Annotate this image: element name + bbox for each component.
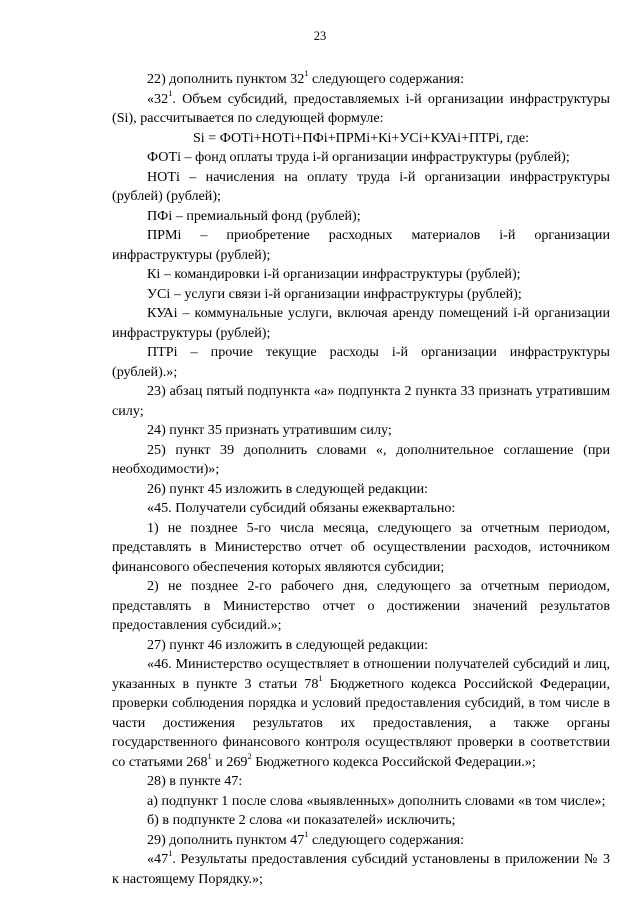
paragraph-item-28-a: а) подпункт 1 после слова «выявленных» дополнить словами «в том числе»; (147, 792, 606, 809)
paragraph-ptri: ПТРi – прочие текущие расходы i-й организации инфраструктуры (рублей).»; (112, 344, 610, 380)
paragraph-item-28: 28) в пункте 47: (147, 773, 243, 789)
paragraph-kuai: КУАi – коммунальные услуги, включая аренду помещений i-й организации инфраструктуры (рублей); (112, 305, 610, 341)
formula: Si = ФОТi+НОТi+ПФi+ПРМi+Кi+УСi+КУАi+ПТРi, где: (192, 129, 530, 146)
paragraph-item-27: 27) пункт 46 изложить в следующей редакции: (147, 636, 429, 653)
paragraph-point-46: «46. Министерство осуществляет в отношении получателей субсидий и лиц, указанных в пункте 3 статьи $78^1$ Бюджетного кодекса Российской Федерации, проверки соблюдения порядка и условий предоставления субсидий, в том числе в части достижения результатов их предоставления, а также органы государственного финансового контроля осуществляют проверки в соответствии со статьями $268^1$ и $269^2$ Бюджетного кодекса Российской Федерации.»; (112, 656, 610, 770)
paragraph-usi: УСi – услуги связи i-й организации инфраструктуры (рублей); (147, 285, 522, 302)
paragraph-foti: ФОТi – фонд оплаты труда i-й организации инфраструктуры (рублей); (147, 149, 570, 165)
paragraph-subsidy-volume: «$32^1$. Объем субсидий, предоставляемых i-й организации инфраструктуры (Si), рассчитывается по следующей формуле: (112, 87, 610, 126)
paragraph-pfi: ПФi – премиальный фонд (рублей); (147, 207, 361, 224)
paragraph-item-23: 23) абзац пятый подпункта «а» подпункта 2 пункта 33 признать утратившим силу; (112, 383, 610, 419)
paragraph-point-47-1: «$47^1$. Результаты предоставления субсидий установлены в приложении № 3 к настоящему Порядку.»; (112, 848, 610, 887)
paragraph-item-25: 25) пункт 39 дополнить словами «, дополнительное соглашение (при необходимости)»; (112, 441, 610, 477)
paragraph-item-22: 22) дополнить пунктом $32^1$ следующего содержания: (147, 68, 465, 87)
page-number: 23 (313, 29, 327, 43)
paragraph-point-45: «45. Получатели субсидий обязаны ежеквартально: (147, 500, 456, 516)
paragraph-item-29: 29) дополнить пунктом $47^1$ следующего содержания: (147, 828, 465, 848)
paragraph-item-24: 24) пункт 35 признать утратившим силу; (147, 422, 392, 438)
paragraph-noti: НОТi – начисления на оплату труда i-й организации инфраструктуры (рублей) (рублей); (112, 168, 610, 204)
paragraph-ki: Кi – командировки i-й организации инфраструктуры (рублей); (147, 266, 521, 282)
paragraph-prmi: ПРМi – приобретение расходных материалов i-й организации инфраструктуры (рублей); (112, 227, 610, 263)
paragraph-point-45-2: 2) не позднее 2-го рабочего дня, следующего за отчетным периодом, представлять в Министерство отчет о достижении значений результатов предоставления субсидий.»; (112, 578, 610, 633)
paragraph-item-28-b: б) в подпункте 2 слова «и показателей» исключить; (147, 812, 456, 828)
paragraph-item-26: 26) пункт 45 изложить в следующей редакции: (147, 480, 429, 497)
paragraph-point-45-1: 1) не позднее 5-го числа месяца, следующего за отчетным периодом, представлять в Министерство отчет об осуществлении расходов, источником финансового обеспечения которых являются субсидии; (112, 519, 610, 575)
document-body (112, 70, 610, 889)
